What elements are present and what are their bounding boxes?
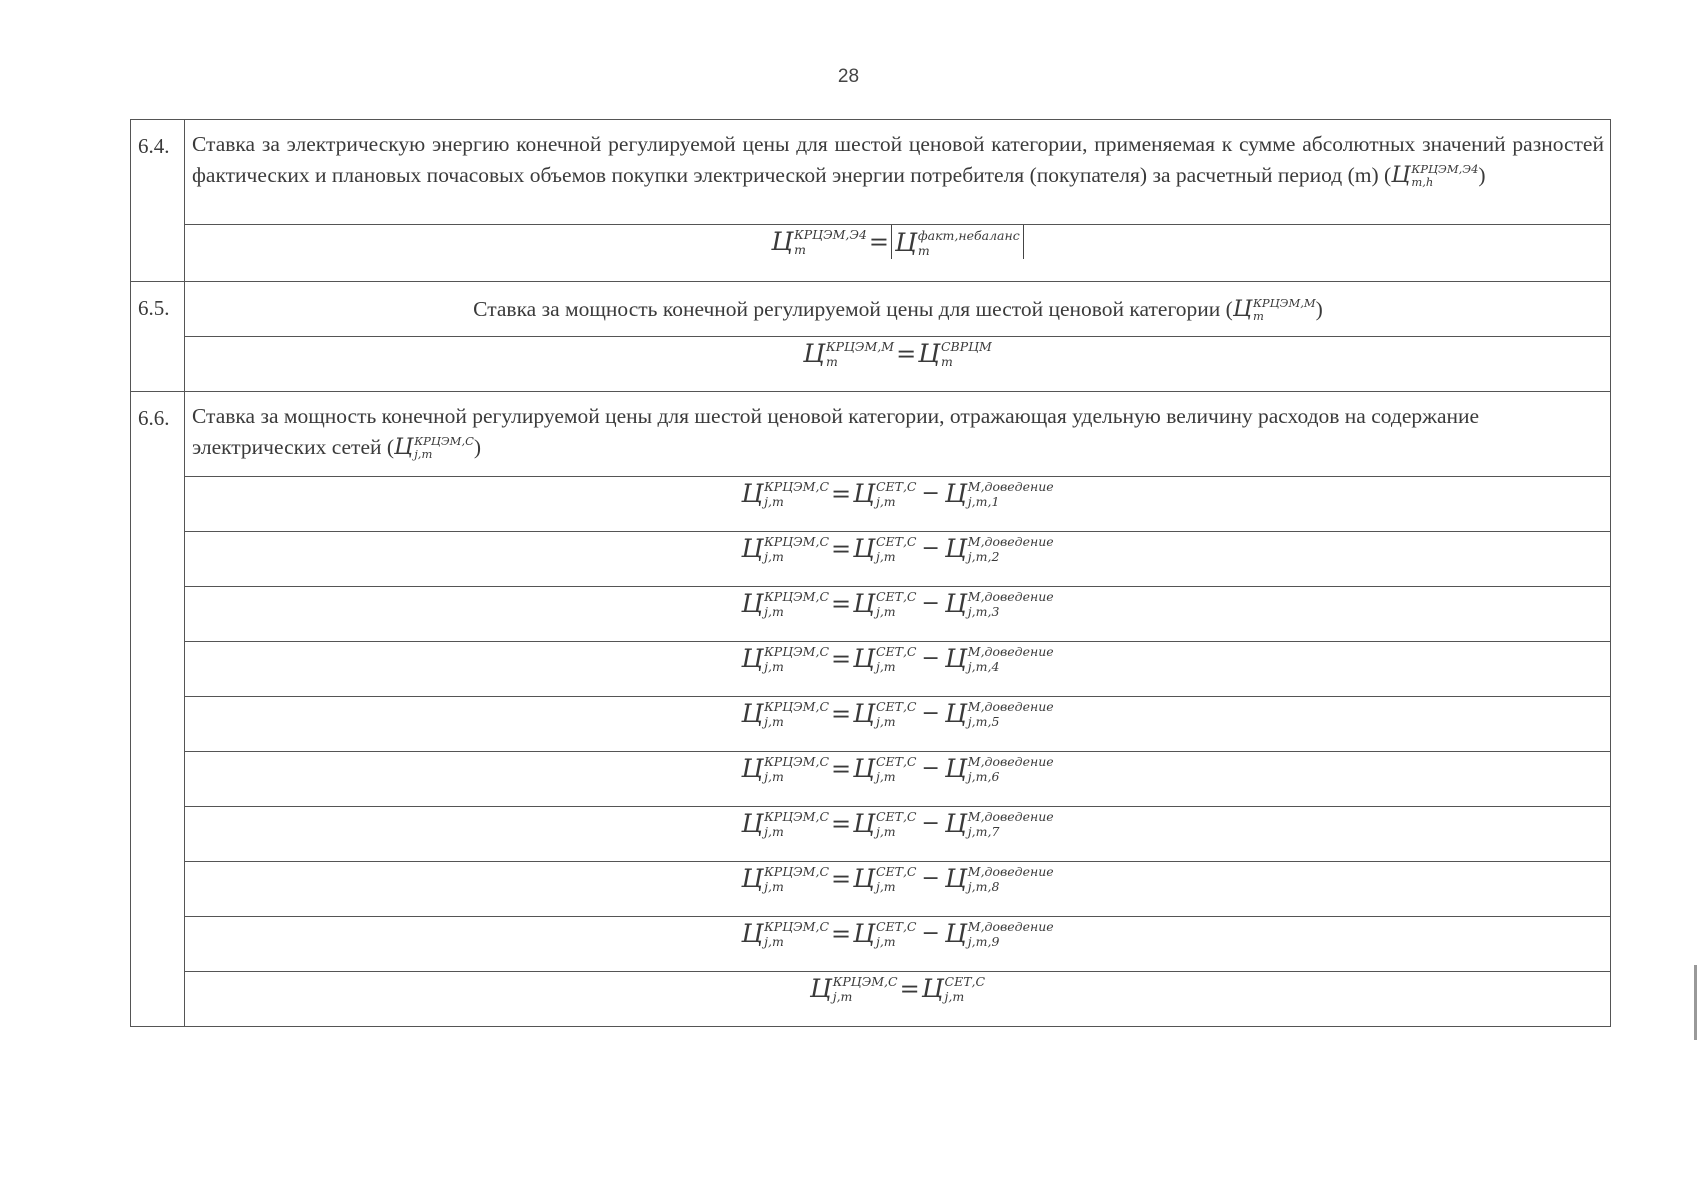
symbol-base: Ц	[741, 479, 764, 508]
formula	[741, 917, 1054, 949]
tariff-formula-table	[130, 119, 1611, 1027]
symbol-superscript: факт,небаланс	[917, 227, 1020, 243]
minus-sign: −	[921, 866, 940, 891]
symbol-base: Ц	[895, 227, 917, 257]
item-description	[185, 120, 1611, 225]
table-row-6-5	[131, 282, 1611, 337]
item-number: 6.6.	[131, 392, 185, 1027]
symbol-base: Ц	[853, 534, 875, 563]
symbol-superscript: КРЦЭМ,С	[764, 753, 830, 769]
symbol-superscript: СЕТ,С	[875, 698, 917, 714]
symbol-base: Ц	[944, 809, 967, 838]
equals-sign: =	[831, 534, 852, 563]
description-text: Ставка за мощность конечной регулируемой цены для шестой ценовой категории, отражающая удельную величину расходов на содержание электрических сетей (	[192, 404, 1480, 459]
symbol-base: Ц	[741, 589, 764, 618]
minus-sign: −	[921, 536, 940, 561]
symbol-superscript: КРЦЭМ,С	[764, 863, 830, 879]
symbol-subscript: j,m	[875, 548, 896, 564]
symbol-base: Ц	[944, 644, 967, 673]
symbol-subscript: j,m	[875, 603, 896, 619]
formula	[741, 752, 1054, 784]
minus-sign: −	[921, 701, 940, 726]
symbol-subscript: j,m	[875, 823, 896, 839]
symbol-superscript: СВРЦМ	[940, 338, 992, 354]
formula-cell	[185, 752, 1611, 807]
formula-row	[131, 587, 1611, 642]
formula-row	[131, 917, 1611, 972]
item-number: 6.5.	[131, 282, 185, 392]
symbol-subscript: j,m	[875, 493, 896, 509]
symbol-base: Ц	[741, 864, 764, 893]
formula	[741, 807, 1054, 839]
formula-cell	[185, 477, 1611, 532]
formula	[741, 587, 1054, 619]
formula-cell	[185, 337, 1611, 392]
symbol-subscript: m	[794, 241, 806, 257]
formula-row	[131, 807, 1611, 862]
symbol-base: Ц	[741, 699, 764, 728]
symbol-base: Ц	[394, 435, 414, 460]
symbol-superscript: М,доведение	[967, 698, 1054, 714]
formula-cell	[185, 862, 1611, 917]
symbol-subscript: j,m	[414, 447, 433, 461]
equals-sign: =	[831, 589, 852, 618]
symbol-superscript: КРЦЭМ,С	[764, 643, 830, 659]
formula-row	[131, 337, 1611, 392]
symbol-subscript: j,m	[764, 548, 784, 564]
symbol-base: Ц	[918, 339, 940, 368]
item-description	[185, 282, 1611, 337]
symbol-superscript: М,доведение	[967, 533, 1054, 549]
symbol-superscript: М,доведение	[967, 863, 1054, 879]
symbol-base: Ц	[921, 974, 944, 1003]
table-row-6-4	[131, 120, 1611, 225]
symbol-superscript: КРЦЭМ,С	[832, 973, 898, 989]
formula-cell	[185, 532, 1611, 587]
symbol-base: Ц	[944, 589, 967, 618]
symbol-base: Ц	[853, 864, 875, 893]
symbol-subscript: j,m	[875, 658, 896, 674]
formula-row	[131, 862, 1611, 917]
symbol-subscript: m	[1253, 309, 1264, 323]
formula-cell	[185, 972, 1611, 1027]
minus-sign: −	[921, 481, 940, 506]
symbol-subscript: m	[940, 353, 953, 369]
symbol-superscript: СЕТ,С	[875, 918, 917, 934]
formula-cell	[185, 807, 1611, 862]
symbol-subscript: j,m	[875, 768, 896, 784]
equals-sign: =	[831, 479, 852, 508]
formula-cell	[185, 917, 1611, 972]
symbol-superscript: КРЦЭМ,С	[764, 478, 830, 494]
formula	[803, 337, 992, 369]
equals-sign: =	[831, 644, 852, 673]
formula	[771, 225, 1023, 258]
equals-sign: =	[831, 699, 852, 728]
page-number: 28	[837, 66, 860, 87]
symbol-superscript: КРЦЭМ,Э4	[1411, 162, 1479, 176]
symbol-base: Ц	[944, 864, 967, 893]
item-number: 6.4.	[131, 120, 185, 282]
symbol-superscript: КРЦЭМ,С	[764, 918, 830, 934]
symbol-base: Ц	[741, 809, 764, 838]
formula-row	[131, 532, 1611, 587]
formula-row	[131, 642, 1611, 697]
symbol-subscript: j,m	[764, 878, 784, 894]
symbol-subscript: j,m,9	[967, 933, 1000, 949]
symbol-base: Ц	[944, 699, 967, 728]
symbol-subscript: j,m	[764, 933, 784, 949]
formula-cell	[185, 587, 1611, 642]
formula-row	[131, 697, 1611, 752]
symbol-subscript: m,h	[1411, 175, 1434, 189]
symbol-base: Ц	[853, 809, 875, 838]
symbol-base: Ц	[809, 974, 832, 1003]
minus-sign: −	[921, 646, 940, 671]
symbol-subscript: j,m	[875, 878, 896, 894]
symbol-superscript: М,доведение	[967, 753, 1054, 769]
symbol-subscript: j,m	[764, 658, 784, 674]
symbol-base: Ц	[741, 644, 764, 673]
symbol-superscript: СЕТ,С	[944, 973, 986, 989]
symbol-subscript: j,m,1	[967, 493, 1000, 509]
equals-sign: =	[896, 339, 917, 368]
symbol-base: Ц	[853, 699, 875, 728]
symbol-subscript: j,m	[875, 713, 896, 729]
formula	[809, 972, 986, 1004]
symbol-superscript: М,доведение	[967, 643, 1054, 659]
description-text: Ставка за мощность конечной регулируемой цены для шестой ценовой категории (	[473, 297, 1233, 321]
symbol-superscript: СЕТ,С	[875, 588, 917, 604]
equals-sign: =	[831, 864, 852, 893]
symbol-superscript: М,доведение	[967, 918, 1054, 934]
symbol-superscript: М,доведение	[967, 808, 1054, 824]
formula	[741, 697, 1054, 729]
symbol-superscript: КРЦЭМ,М	[1253, 296, 1316, 310]
equals-sign: =	[868, 227, 890, 256]
symbol-superscript: СЕТ,С	[875, 533, 917, 549]
inline-symbol	[394, 435, 474, 460]
close-paren: )	[1478, 163, 1486, 187]
formula-cell	[185, 642, 1611, 697]
inline-symbol	[1233, 297, 1316, 322]
symbol-superscript: СЕТ,С	[875, 808, 917, 824]
symbol-subscript: j,m	[832, 988, 853, 1004]
symbol-superscript: КРЦЭМ,С	[764, 588, 830, 604]
formula-row	[131, 225, 1611, 282]
symbol-subscript: j,m,3	[967, 603, 1000, 619]
symbol-superscript: СЕТ,С	[875, 478, 917, 494]
symbol-subscript: j,m	[764, 713, 784, 729]
formula	[741, 642, 1054, 674]
symbol-base: Ц	[944, 534, 967, 563]
symbol-superscript: М,доведение	[967, 478, 1054, 494]
symbol-base: Ц	[944, 479, 967, 508]
symbol-subscript: j,m	[944, 988, 965, 1004]
symbol-base: Ц	[771, 227, 794, 257]
equals-sign: =	[831, 754, 852, 783]
symbol-base: Ц	[853, 919, 875, 948]
symbol-base: Ц	[944, 919, 967, 948]
formula-row	[131, 752, 1611, 807]
symbol-base: Ц	[803, 339, 825, 368]
symbol-subscript: j,m	[764, 603, 784, 619]
symbol-superscript: КРЦЭМ,С	[764, 533, 830, 549]
symbol-superscript: КРЦЭМ,С	[764, 698, 830, 714]
minus-sign: −	[921, 921, 940, 946]
formula-row	[131, 477, 1611, 532]
symbol-subscript: j,m,2	[967, 548, 1000, 564]
formula	[741, 862, 1054, 894]
symbol-superscript: М,доведение	[967, 588, 1054, 604]
symbol-base: Ц	[741, 919, 764, 948]
symbol-superscript: СЕТ,С	[875, 643, 917, 659]
symbol-base: Ц	[853, 644, 875, 673]
symbol-subscript: j,m,6	[967, 768, 1000, 784]
symbol-subscript: j,m,8	[967, 878, 1000, 894]
equals-sign: =	[899, 974, 920, 1003]
formula-cell	[185, 225, 1611, 282]
inline-symbol	[1391, 163, 1478, 188]
symbol-subscript: m	[825, 353, 838, 369]
symbol-subscript: m	[917, 242, 930, 258]
symbol-subscript: j,m,4	[967, 658, 1000, 674]
symbol-superscript: КРЦЭМ,М	[825, 338, 895, 354]
symbol-superscript: КРЦЭМ,С	[414, 434, 474, 448]
symbol-superscript: КРЦЭМ,С	[764, 808, 830, 824]
symbol-subscript: j,m	[875, 933, 896, 949]
formula-cell	[185, 697, 1611, 752]
symbol-base: Ц	[853, 589, 875, 618]
symbol-base: Ц	[944, 754, 967, 783]
close-paren: )	[473, 435, 482, 459]
symbol-superscript: СЕТ,С	[875, 863, 917, 879]
close-paren: )	[1315, 297, 1323, 321]
absolute-value	[891, 225, 1024, 259]
symbol-superscript: СЕТ,С	[875, 753, 917, 769]
equals-sign: =	[831, 919, 852, 948]
item-description	[185, 392, 1611, 477]
description-text: Ставка за электрическую энергию конечной регулируемой цены для шестой ценовой категории, применяемая к сумме абсолютных значений разностей фактических и плановых почасовых объемов покупки электрической энергии потребителя (покупателя) за расчетный период (m) (	[192, 132, 1604, 187]
symbol-superscript: КРЦЭМ,Э4	[794, 226, 867, 242]
equals-sign: =	[831, 809, 852, 838]
symbol-base: Ц	[741, 534, 764, 563]
symbol-subscript: j,m,7	[967, 823, 1000, 839]
formula	[741, 477, 1054, 509]
symbol-base: Ц	[741, 754, 764, 783]
symbol-base: Ц	[853, 479, 875, 508]
symbol-subscript: j,m	[764, 823, 784, 839]
formula	[741, 532, 1054, 564]
formula-row	[131, 972, 1611, 1027]
table-row-6-6	[131, 392, 1611, 477]
symbol-subscript: j,m	[764, 768, 784, 784]
symbol-base: Ц	[1391, 163, 1411, 188]
minus-sign: −	[921, 756, 940, 781]
symbol-base: Ц	[1232, 297, 1252, 322]
minus-sign: −	[921, 591, 940, 616]
symbol-subscript: j,m	[764, 493, 784, 509]
symbol-subscript: j,m,5	[967, 713, 1000, 729]
minus-sign: −	[921, 811, 940, 836]
symbol-base: Ц	[853, 754, 875, 783]
